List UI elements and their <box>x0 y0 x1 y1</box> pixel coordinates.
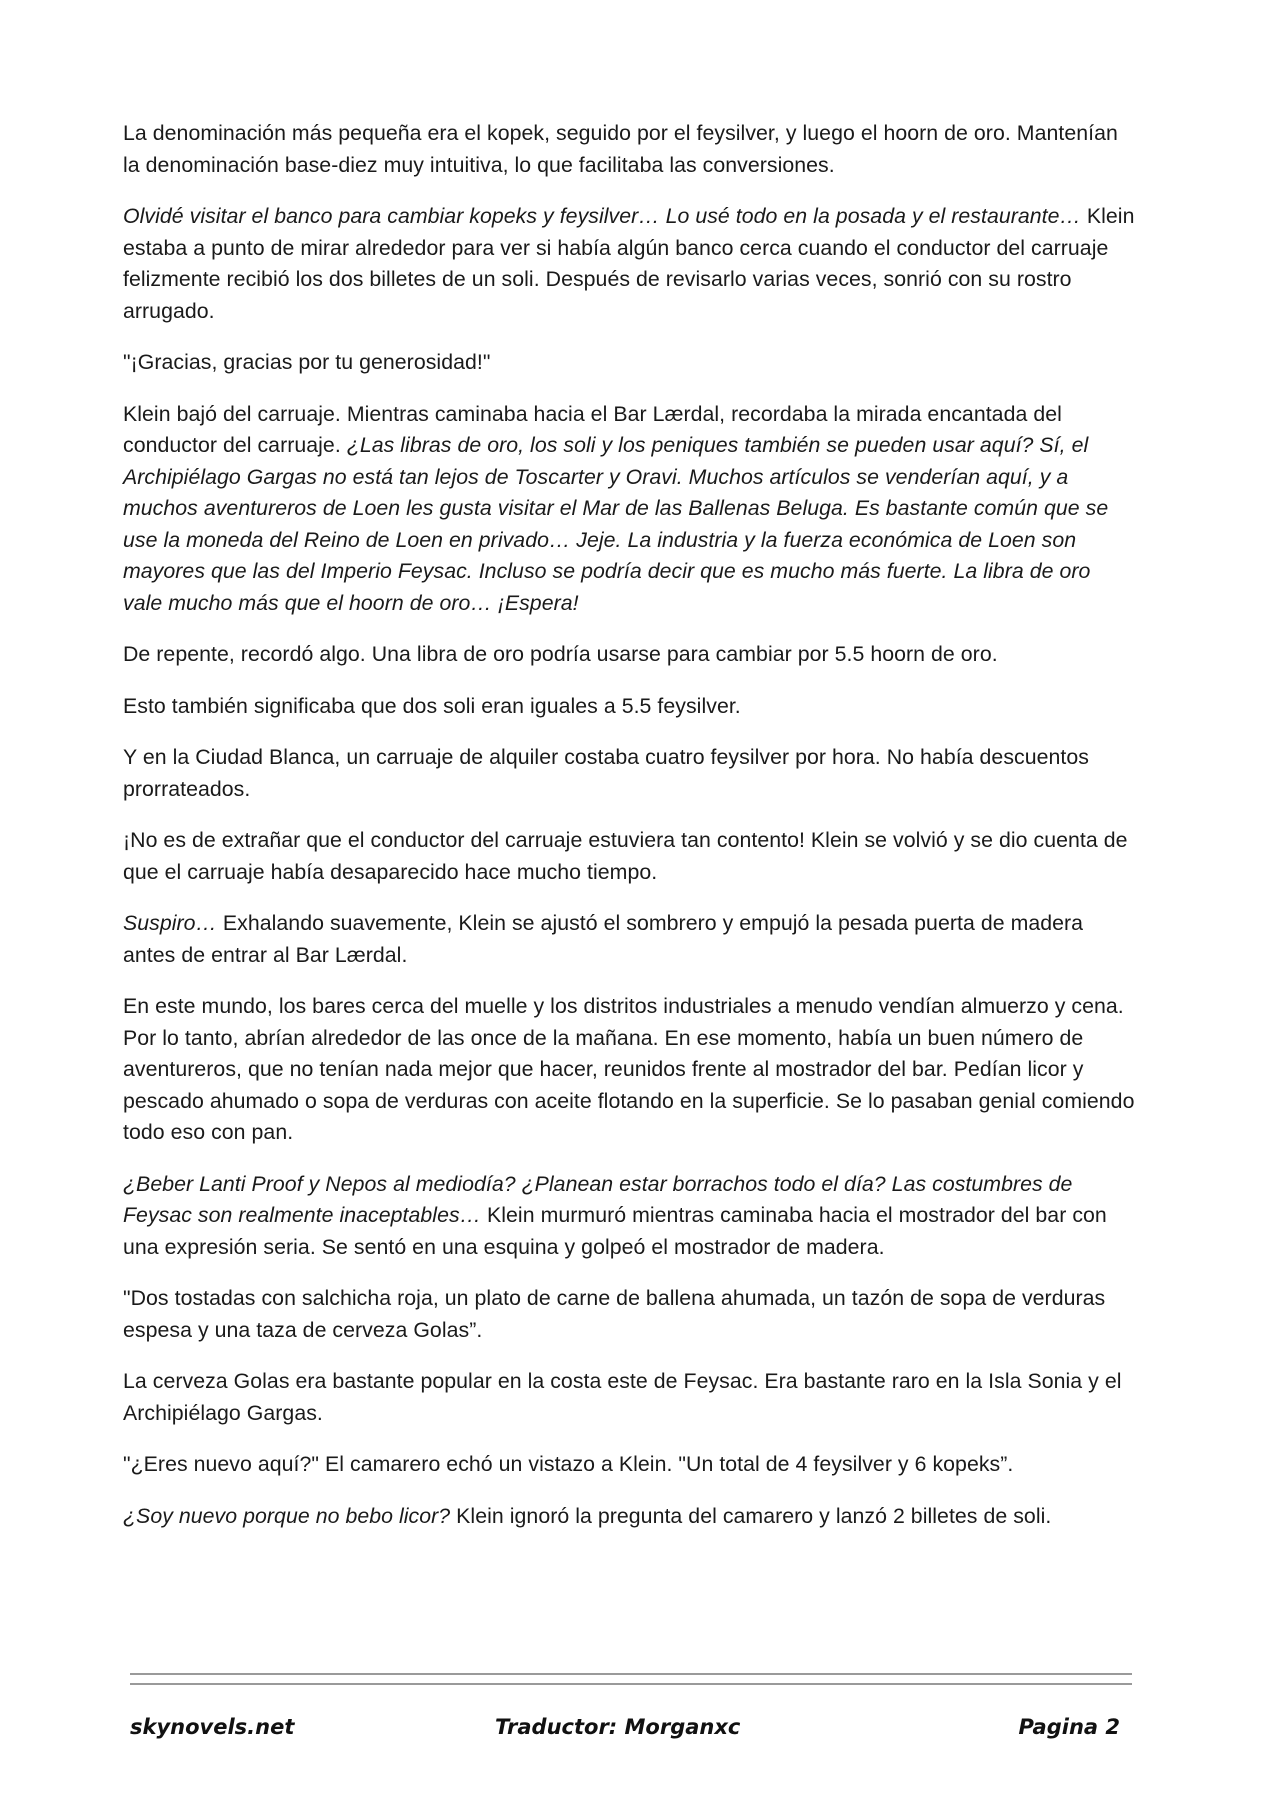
text: "¿Eres nuevo aquí?" El camarero echó un vistazo a Klein. "Un total de 4 feysilver y 6 kopeks”. <box>123 1452 1014 1476</box>
footer-site-name: skynovels.net <box>130 1715 295 1739</box>
text: En este mundo, los bares cerca del muelle y los distritos industriales a menudo vendían almuerzo y cena. Por lo tanto, abrían alrededor de las once de la mañana. En ese momento, había un buen número de aventureros, que no tenían nada mejor que hacer, reunidos frente al mostrador del bar. Pedían licor y pescado ahumado o sopa de verduras con aceite flotando en la superficie. Se lo pasaban genial comiendo todo eso con pan. <box>123 994 1135 1144</box>
paragraph <box>123 742 1135 805</box>
footer-divider-bottom <box>130 1683 1132 1685</box>
text: La denominación más pequeña era el kopek, seguido por el feysilver, y luego el hoorn de oro. Mantenían la denominación base-diez muy intuitiva, lo que facilitaba las conversiones. <box>123 121 1118 177</box>
text: La cerveza Golas era bastante popular en la costa este de Feysac. Era bastante raro en la Isla Sonia y el Archipiélago Gargas. <box>123 1369 1122 1425</box>
text: ¡No es de extrañar que el conductor del carruaje estuviera tan contento! Klein se volvió y se dio cuenta de que el carruaje había desaparecido hace mucho tiempo. <box>123 828 1128 884</box>
text: Klein estaba a punto de mirar alrededor para ver si había algún banco cerca cuando el conductor del carruaje felizmente recibió los dos billetes de un soli. Después de revisarlo varias veces, sonrió con su rostro arrugado. <box>123 204 1135 323</box>
text: Klein bajó del carruaje. Mientras caminaba hacia el Bar Lærdal, recordaba la mirada encantada del conductor del carruaje. <box>123 401 1062 457</box>
paragraph <box>123 691 1135 723</box>
document-body <box>123 118 1135 1552</box>
italic-text: ¿Beber Lanti Proof y Nepos al mediodía? ¿Planean estar borrachos todo el día? Las costumbres de Feysac son realmente inaceptables… <box>123 1171 1073 1227</box>
italic-text: Suspiro… <box>123 911 217 935</box>
paragraph <box>123 1449 1135 1481</box>
italic-text: Olvidé visitar el banco para cambiar kopeks y feysilver… Lo usé todo en la posada y el restaurante… <box>123 204 1081 228</box>
paragraph <box>123 1366 1135 1429</box>
text: "Dos tostadas con salchicha roja, un plato de carne de ballena ahumada, un tazón de sopa de verduras espesa y una taza de cerveza Golas”. <box>123 1286 1106 1342</box>
page-footer <box>130 1715 1120 1749</box>
text: Exhalando suavemente, Klein se ajustó el sombrero y empujó la pesada puerta de madera antes de entrar al Bar Lærdal. <box>123 911 1084 967</box>
paragraph <box>123 639 1135 671</box>
paragraph <box>123 399 1135 620</box>
text: Klein murmuró mientras caminaba hacia el mostrador del bar con una expresión seria. Se sentó en una esquina y golpeó el mostrador de madera. <box>123 1203 1107 1259</box>
footer-divider-top <box>130 1673 1132 1675</box>
text: Y en la Ciudad Blanca, un carruaje de alquiler costaba cuatro feysilver por hora. No había descuentos prorrateados. <box>123 745 1089 801</box>
text: "¡Gracias, gracias por tu generosidad!" <box>123 350 491 374</box>
paragraph <box>123 825 1135 888</box>
paragraph <box>123 347 1135 379</box>
italic-text: ¿Las libras de oro, los soli y los peniques también se pueden usar aquí? Sí, el Archipiélago Gargas no está tan lejos de Toscarter y Oravi. Muchos artículos se venderían aquí, y a muchos aventureros de Loen les gusta visitar el Mar de las Ballenas Beluga. Es bastante común que se use la moneda del Reino de Loen en privado… Jeje. La industria y la fuerza económica de Loen son mayores que las del Imperio Feysac. Incluso se podría decir que es mucho más fuerte. La libra de oro vale mucho más que el hoorn de oro… ¡Espera! <box>123 433 1109 615</box>
text: De repente, recordó algo. Una libra de oro podría usarse para cambiar por 5.5 hoorn de oro. <box>123 642 998 666</box>
paragraph <box>123 1169 1135 1264</box>
paragraph <box>123 908 1135 971</box>
italic-text: ¿Soy nuevo porque no bebo licor? <box>123 1503 451 1528</box>
paragraph <box>123 201 1135 327</box>
text: Klein ignoró la pregunta del camarero y lanzó 2 billetes de soli. <box>450 1503 1052 1528</box>
paragraph <box>123 1501 1135 1533</box>
paragraph <box>123 118 1135 181</box>
footer-page-number: Pagina 2 <box>1018 1715 1120 1739</box>
paragraph <box>123 1283 1135 1346</box>
paragraph <box>123 991 1135 1149</box>
footer-translator: Traductor: Morganxc <box>495 1715 741 1739</box>
text: Esto también significaba que dos soli eran iguales a 5.5 feysilver. <box>123 693 741 718</box>
